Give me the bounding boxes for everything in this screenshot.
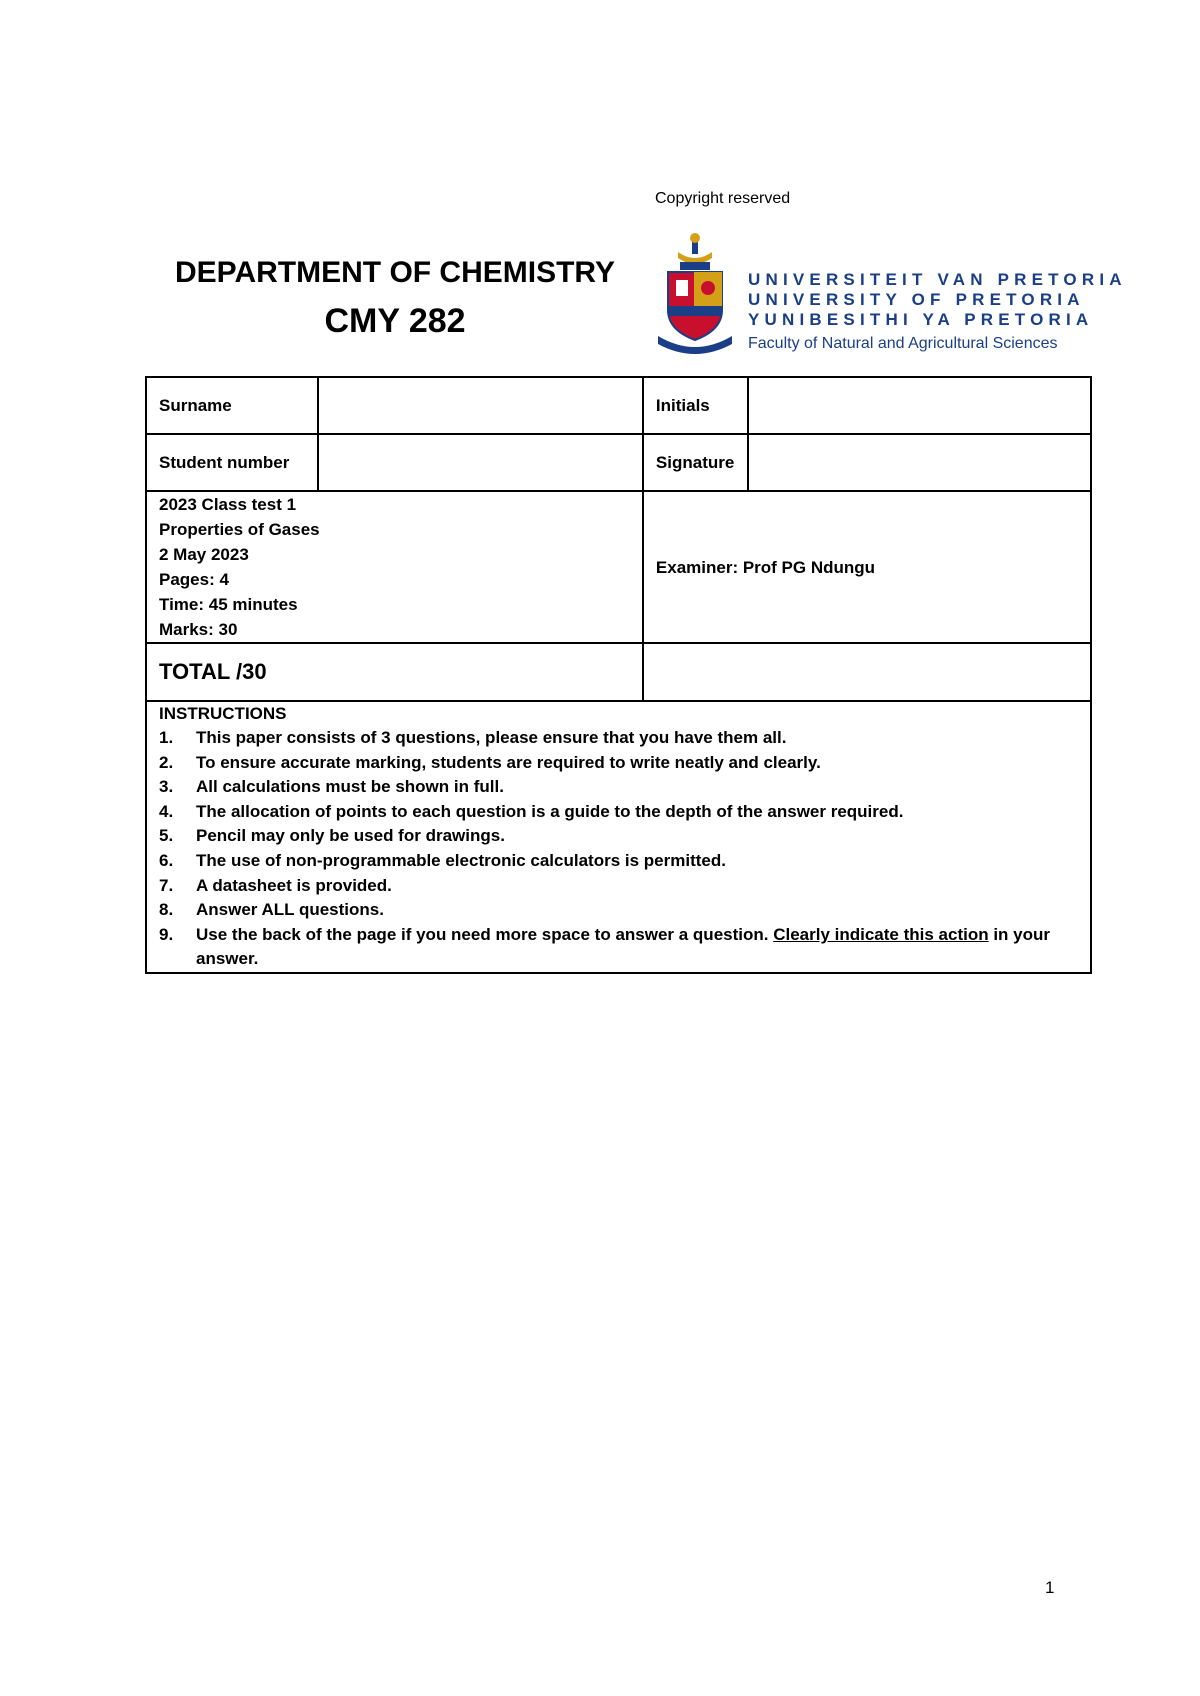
test-details — [146, 491, 643, 643]
instruction-item — [159, 898, 1078, 923]
test-date: 2 May 2023 — [159, 545, 249, 564]
instruction-number: 7. — [159, 875, 174, 895]
university-name-afrikaans: UNIVERSITEIT VAN PRETORIA — [748, 270, 1127, 289]
instruction-item — [159, 824, 1078, 849]
test-topic: Properties of Gases — [159, 520, 320, 539]
instruction-text: Pencil may only be used for drawings. — [196, 826, 505, 846]
page-number: 1 — [1045, 1578, 1055, 1597]
instructions-row — [146, 701, 1091, 973]
surname-field[interactable] — [318, 377, 643, 434]
instruction-item — [159, 775, 1078, 800]
student-number-label: Student number — [146, 434, 318, 491]
test-info-row — [146, 491, 1091, 643]
instruction-emphasis: Clearly indicate this action — [773, 924, 989, 944]
test-pages: Pages: 4 — [159, 570, 229, 589]
course-code: CMY 282 — [324, 302, 466, 340]
test-time: Time: 45 minutes — [159, 595, 298, 614]
signature-label: Signature — [643, 434, 748, 491]
instruction-text: This paper consists of 3 questions, please ensure that you have them all. — [196, 728, 787, 747]
total-label: TOTAL /30 — [146, 643, 643, 701]
instruction-number: 2. — [159, 752, 174, 772]
instruction-number: 5. — [159, 826, 174, 846]
university-name-sepedi: YUNIBESITHI YA PRETORIA — [748, 310, 1094, 329]
faculty-name: Faculty of Natural and Agricultural Sciences — [748, 335, 1058, 352]
instruction-item — [159, 800, 1078, 825]
instruction-text: The allocation of points to each question is a guide to the depth of the answer required. — [196, 801, 904, 821]
examiner-cell — [643, 491, 1091, 643]
instruction-text: The use of non-programmable electronic calculators is permitted. — [196, 850, 726, 870]
instruction-number: 9. — [159, 924, 174, 944]
instruction-item — [159, 849, 1078, 874]
test-title: 2023 Class test 1 — [159, 495, 297, 514]
instruction-number: 3. — [159, 777, 174, 797]
instruction-text: To ensure accurate marking, students are required to write neatly and clearly. — [196, 752, 821, 772]
instructions-title: INSTRUCTIONS — [159, 704, 287, 723]
instruction-text: A datasheet is provided. — [196, 875, 392, 895]
total-field[interactable] — [643, 643, 1091, 701]
instruction-item — [159, 726, 1078, 751]
initials-label: Initials — [643, 377, 748, 434]
test-marks: Marks: 30 — [159, 620, 238, 639]
copyright-notice: Copyright reserved — [655, 190, 791, 207]
instruction-text-end: in your answer. — [196, 924, 1051, 969]
instruction-text: Answer ALL questions. — [196, 900, 384, 920]
initials-field[interactable] — [748, 377, 1091, 434]
university-logo — [650, 232, 1127, 362]
instruction-item — [159, 923, 1078, 972]
student-number-field[interactable] — [318, 434, 643, 491]
instructions-list — [159, 726, 1078, 972]
instructions-cell — [146, 701, 1091, 973]
instruction-number: 8. — [159, 900, 174, 920]
university-crest-icon — [650, 232, 740, 362]
instruction-number: 1. — [159, 728, 174, 747]
cover-page-table — [145, 376, 1092, 974]
total-row — [146, 643, 1091, 701]
signature-field[interactable] — [748, 434, 1091, 491]
instruction-number: 6. — [159, 850, 174, 870]
department-title: DEPARTMENT OF CHEMISTRY — [175, 256, 615, 289]
name-row — [146, 377, 1091, 434]
university-name-english: UNIVERSITY OF PRETORIA — [748, 290, 1085, 309]
identity-row — [146, 434, 1091, 491]
instruction-item — [159, 874, 1078, 899]
examiner-name: Examiner: Prof PG Ndungu — [655, 557, 876, 577]
instruction-number: 4. — [159, 801, 174, 821]
instruction-text: All calculations must be shown in full. — [196, 777, 504, 797]
surname-label: Surname — [146, 377, 318, 434]
instruction-item — [159, 751, 1078, 776]
instruction-text: Use the back of the page if you need more space to answer a question. — [196, 924, 774, 944]
